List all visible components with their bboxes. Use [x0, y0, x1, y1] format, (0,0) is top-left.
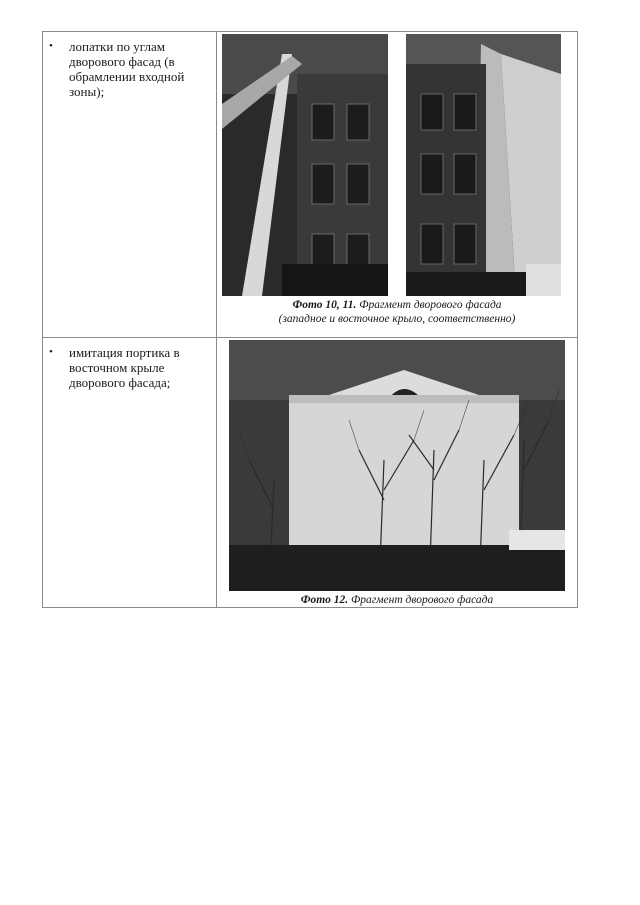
photo-caption [217, 593, 577, 607]
table-row [43, 338, 577, 607]
photo-11 [406, 34, 561, 296]
table-row [43, 32, 577, 338]
description-cell [43, 32, 217, 337]
caption-text: Фрагмент дворового фасада [350, 594, 494, 606]
document-table [42, 31, 578, 608]
description-cell [43, 338, 217, 607]
photo-cell [217, 338, 577, 607]
description-text: имитация портика в восточном крыле дворового фасада; [69, 345, 180, 390]
photo-10 [222, 34, 388, 296]
photo-caption [217, 298, 577, 326]
bullet-icon: • [49, 40, 53, 52]
caption-text: Фрагмент дворового фасада [359, 299, 502, 311]
bullet-icon: • [49, 346, 53, 358]
description-text: лопатки по углам дворового фасад (в обрамлении входной зоны); [69, 39, 185, 99]
photo-cell [217, 32, 577, 337]
photo-12 [229, 340, 565, 591]
caption-subtext: (западное и восточное крыло, соответственно) [278, 313, 516, 325]
caption-label: Фото 12. [300, 594, 349, 606]
caption-label: Фото 10, 11. [292, 299, 357, 311]
